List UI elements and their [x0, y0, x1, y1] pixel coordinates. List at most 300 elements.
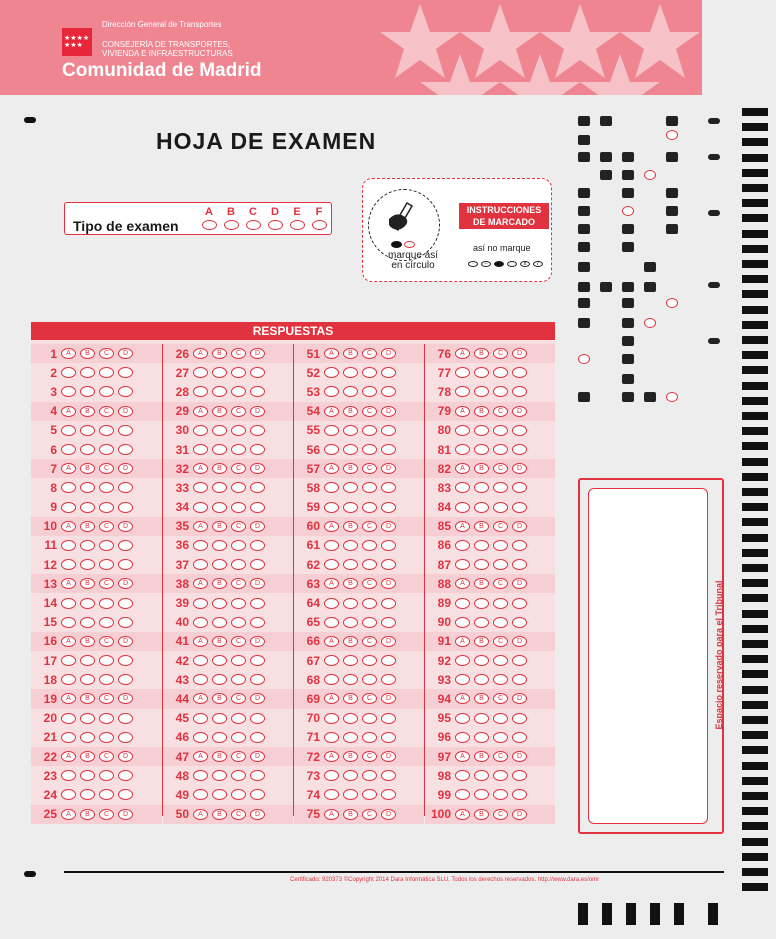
answer-bubble-b[interactable] — [343, 789, 358, 800]
answer-bubble-b[interactable]: B — [212, 578, 227, 589]
answer-bubble-c[interactable]: C — [99, 348, 114, 359]
answer-bubble-d[interactable]: D — [512, 751, 527, 762]
answer-bubble-a[interactable] — [61, 617, 76, 628]
code-bubble[interactable] — [666, 298, 678, 308]
answer-bubble-b[interactable]: B — [212, 406, 227, 417]
code-bubble[interactable] — [622, 206, 634, 216]
answer-bubble-d[interactable] — [118, 425, 133, 436]
answer-bubble-a[interactable] — [61, 425, 76, 436]
answer-bubble-a[interactable] — [61, 598, 76, 609]
answer-bubble-b[interactable] — [343, 617, 358, 628]
answer-bubble-d[interactable]: D — [381, 636, 396, 647]
answer-bubble-b[interactable]: B — [80, 521, 95, 532]
answer-bubble-b[interactable] — [343, 655, 358, 666]
answer-bubble-d[interactable] — [118, 386, 133, 397]
answer-bubble-a[interactable] — [61, 482, 76, 493]
answer-bubble-c[interactable]: C — [231, 751, 246, 762]
answer-bubble-a[interactable]: A — [324, 406, 339, 417]
answer-bubble-a[interactable] — [61, 444, 76, 455]
answer-bubble-d[interactable]: D — [250, 751, 265, 762]
answer-bubble-c[interactable]: C — [99, 463, 114, 474]
answer-bubble-d[interactable] — [118, 674, 133, 685]
answer-bubble-c[interactable] — [493, 713, 508, 724]
answer-bubble-c[interactable] — [493, 425, 508, 436]
answer-bubble-b[interactable] — [212, 674, 227, 685]
answer-bubble-b[interactable] — [343, 482, 358, 493]
answer-bubble-d[interactable]: D — [381, 578, 396, 589]
answer-bubble-c[interactable]: C — [99, 521, 114, 532]
answer-bubble-a[interactable] — [324, 386, 339, 397]
answer-bubble-a[interactable] — [193, 674, 208, 685]
answer-bubble-c[interactable] — [99, 559, 114, 570]
answer-bubble-d[interactable] — [512, 655, 527, 666]
answer-bubble-c[interactable]: C — [362, 578, 377, 589]
answer-bubble-d[interactable] — [250, 559, 265, 570]
answer-bubble-c[interactable] — [362, 540, 377, 551]
answer-bubble-d[interactable] — [381, 502, 396, 513]
answer-bubble-b[interactable] — [80, 386, 95, 397]
answer-bubble-d[interactable]: D — [118, 406, 133, 417]
answer-bubble-b[interactable]: B — [80, 693, 95, 704]
answer-bubble-b[interactable] — [212, 789, 227, 800]
answer-bubble-b[interactable] — [474, 732, 489, 743]
answer-bubble-d[interactable] — [512, 540, 527, 551]
answer-bubble-c[interactable] — [231, 482, 246, 493]
answer-bubble-b[interactable] — [212, 482, 227, 493]
answer-bubble-d[interactable] — [381, 598, 396, 609]
answer-bubble-a[interactable] — [455, 598, 470, 609]
answer-bubble-a[interactable] — [324, 482, 339, 493]
answer-bubble-a[interactable]: A — [193, 406, 208, 417]
answer-bubble-b[interactable] — [474, 655, 489, 666]
answer-bubble-d[interactable]: D — [512, 578, 527, 589]
answer-bubble-c[interactable]: C — [231, 521, 246, 532]
answer-bubble-c[interactable] — [362, 502, 377, 513]
answer-bubble-d[interactable]: D — [512, 348, 527, 359]
answer-bubble-b[interactable]: B — [212, 809, 227, 820]
answer-bubble-a[interactable]: A — [193, 348, 208, 359]
answer-bubble-a[interactable]: A — [324, 521, 339, 532]
answer-bubble-b[interactable] — [80, 713, 95, 724]
answer-bubble-a[interactable] — [61, 732, 76, 743]
answer-bubble-a[interactable] — [324, 770, 339, 781]
answer-bubble-a[interactable]: A — [324, 751, 339, 762]
answer-bubble-c[interactable] — [493, 540, 508, 551]
answer-bubble-a[interactable] — [455, 617, 470, 628]
answer-bubble-b[interactable] — [343, 444, 358, 455]
answer-bubble-a[interactable] — [324, 425, 339, 436]
answer-bubble-b[interactable]: B — [343, 636, 358, 647]
answer-bubble-c[interactable] — [493, 770, 508, 781]
answer-bubble-c[interactable]: C — [231, 406, 246, 417]
answer-bubble-d[interactable]: D — [118, 636, 133, 647]
answer-bubble-c[interactable] — [493, 559, 508, 570]
answer-bubble-b[interactable] — [212, 502, 227, 513]
answer-bubble-c[interactable]: C — [362, 693, 377, 704]
answer-bubble-c[interactable]: C — [362, 406, 377, 417]
answer-bubble-b[interactable]: B — [212, 751, 227, 762]
answer-bubble-d[interactable]: D — [118, 348, 133, 359]
answer-bubble-c[interactable] — [231, 502, 246, 513]
answer-bubble-a[interactable]: A — [61, 521, 76, 532]
answer-bubble-a[interactable]: A — [324, 348, 339, 359]
answer-bubble-a[interactable]: A — [193, 693, 208, 704]
answer-bubble-d[interactable] — [250, 713, 265, 724]
answer-bubble-d[interactable]: D — [118, 521, 133, 532]
answer-bubble-d[interactable]: D — [512, 521, 527, 532]
answer-bubble-d[interactable] — [512, 674, 527, 685]
answer-bubble-c[interactable] — [362, 655, 377, 666]
answer-bubble-c[interactable]: C — [99, 693, 114, 704]
answer-bubble-c[interactable] — [231, 770, 246, 781]
answer-bubble-c[interactable]: C — [99, 578, 114, 589]
answer-bubble-b[interactable] — [80, 674, 95, 685]
answer-bubble-a[interactable] — [193, 444, 208, 455]
answer-bubble-d[interactable]: D — [381, 751, 396, 762]
answer-bubble-d[interactable] — [381, 444, 396, 455]
answer-bubble-b[interactable]: B — [474, 463, 489, 474]
answer-bubble-b[interactable] — [474, 598, 489, 609]
answer-bubble-d[interactable] — [250, 540, 265, 551]
answer-bubble-b[interactable]: B — [474, 348, 489, 359]
answer-bubble-a[interactable]: A — [61, 463, 76, 474]
answer-bubble-b[interactable] — [474, 482, 489, 493]
answer-bubble-a[interactable] — [324, 789, 339, 800]
answer-bubble-b[interactable] — [80, 559, 95, 570]
answer-bubble-a[interactable] — [193, 367, 208, 378]
answer-bubble-a[interactable] — [324, 502, 339, 513]
answer-bubble-d[interactable] — [118, 559, 133, 570]
answer-bubble-b[interactable] — [212, 598, 227, 609]
answer-bubble-c[interactable] — [231, 713, 246, 724]
answer-bubble-d[interactable]: D — [118, 751, 133, 762]
answer-bubble-a[interactable] — [455, 732, 470, 743]
answer-bubble-b[interactable]: B — [343, 463, 358, 474]
answer-bubble-d[interactable] — [381, 482, 396, 493]
answer-bubble-b[interactable] — [80, 789, 95, 800]
answer-bubble-b[interactable]: B — [80, 809, 95, 820]
answer-bubble-b[interactable]: B — [343, 348, 358, 359]
answer-bubble-b[interactable] — [343, 713, 358, 724]
answer-bubble-b[interactable]: B — [80, 406, 95, 417]
answer-bubble-b[interactable] — [212, 540, 227, 551]
answer-bubble-b[interactable] — [474, 770, 489, 781]
code-bubble[interactable] — [644, 318, 656, 328]
answer-bubble-c[interactable] — [99, 617, 114, 628]
answer-bubble-c[interactable] — [231, 425, 246, 436]
answer-bubble-a[interactable]: A — [455, 693, 470, 704]
answer-bubble-c[interactable] — [231, 732, 246, 743]
answer-bubble-d[interactable] — [118, 770, 133, 781]
answer-bubble-c[interactable]: C — [493, 693, 508, 704]
answer-bubble-b[interactable]: B — [343, 693, 358, 704]
answer-bubble-d[interactable]: D — [512, 809, 527, 820]
answer-bubble-c[interactable]: C — [99, 636, 114, 647]
answer-bubble-a[interactable] — [193, 425, 208, 436]
tipo-option-bubble[interactable] — [290, 220, 305, 230]
answer-bubble-b[interactable]: B — [343, 406, 358, 417]
answer-bubble-d[interactable]: D — [250, 809, 265, 820]
answer-bubble-b[interactable] — [474, 386, 489, 397]
answer-bubble-c[interactable] — [231, 559, 246, 570]
answer-bubble-d[interactable] — [381, 559, 396, 570]
answer-bubble-b[interactable]: B — [212, 521, 227, 532]
answer-bubble-b[interactable]: B — [212, 693, 227, 704]
answer-bubble-a[interactable]: A — [455, 578, 470, 589]
answer-bubble-c[interactable] — [362, 598, 377, 609]
answer-bubble-c[interactable] — [362, 444, 377, 455]
answer-bubble-b[interactable] — [212, 655, 227, 666]
answer-bubble-d[interactable]: D — [381, 406, 396, 417]
answer-bubble-d[interactable] — [118, 367, 133, 378]
answer-bubble-d[interactable] — [512, 482, 527, 493]
answer-bubble-b[interactable] — [80, 367, 95, 378]
answer-bubble-c[interactable] — [99, 789, 114, 800]
answer-bubble-d[interactable] — [118, 655, 133, 666]
answer-bubble-d[interactable] — [512, 559, 527, 570]
answer-bubble-b[interactable] — [80, 598, 95, 609]
answer-bubble-c[interactable] — [362, 770, 377, 781]
answer-bubble-a[interactable] — [455, 425, 470, 436]
answer-bubble-d[interactable] — [512, 789, 527, 800]
answer-bubble-d[interactable] — [381, 713, 396, 724]
answer-bubble-d[interactable] — [512, 425, 527, 436]
answer-bubble-a[interactable]: A — [455, 521, 470, 532]
answer-bubble-a[interactable] — [61, 367, 76, 378]
answer-bubble-a[interactable] — [324, 598, 339, 609]
answer-bubble-b[interactable] — [474, 444, 489, 455]
answer-bubble-a[interactable] — [455, 655, 470, 666]
answer-bubble-a[interactable] — [193, 732, 208, 743]
answer-bubble-d[interactable] — [512, 770, 527, 781]
answer-bubble-c[interactable] — [99, 386, 114, 397]
answer-bubble-b[interactable] — [343, 367, 358, 378]
answer-bubble-c[interactable] — [231, 367, 246, 378]
answer-bubble-c[interactable]: C — [493, 348, 508, 359]
answer-bubble-b[interactable]: B — [212, 463, 227, 474]
answer-bubble-c[interactable] — [493, 732, 508, 743]
answer-bubble-c[interactable] — [362, 559, 377, 570]
answer-bubble-a[interactable] — [61, 540, 76, 551]
answer-bubble-c[interactable] — [99, 732, 114, 743]
code-bubble[interactable] — [644, 170, 656, 180]
answer-bubble-c[interactable] — [362, 617, 377, 628]
answer-bubble-a[interactable]: A — [193, 463, 208, 474]
answer-bubble-a[interactable]: A — [61, 406, 76, 417]
answer-bubble-c[interactable] — [99, 713, 114, 724]
answer-bubble-c[interactable] — [493, 674, 508, 685]
answer-bubble-a[interactable] — [61, 386, 76, 397]
answer-bubble-d[interactable]: D — [118, 809, 133, 820]
answer-bubble-b[interactable] — [80, 732, 95, 743]
answer-bubble-b[interactable] — [474, 540, 489, 551]
answer-bubble-b[interactable] — [474, 789, 489, 800]
answer-bubble-d[interactable] — [381, 770, 396, 781]
answer-bubble-c[interactable]: C — [231, 636, 246, 647]
answer-bubble-a[interactable]: A — [193, 809, 208, 820]
answer-bubble-a[interactable] — [193, 540, 208, 551]
tipo-option-bubble[interactable] — [246, 220, 261, 230]
answer-bubble-b[interactable] — [80, 502, 95, 513]
answer-bubble-b[interactable] — [474, 367, 489, 378]
answer-bubble-d[interactable] — [250, 617, 265, 628]
answer-bubble-b[interactable] — [80, 425, 95, 436]
answer-bubble-a[interactable]: A — [193, 578, 208, 589]
answer-bubble-d[interactable]: D — [512, 463, 527, 474]
answer-bubble-d[interactable] — [118, 732, 133, 743]
answer-bubble-a[interactable]: A — [455, 636, 470, 647]
answer-bubble-c[interactable] — [362, 367, 377, 378]
answer-bubble-c[interactable] — [99, 425, 114, 436]
answer-bubble-d[interactable]: D — [381, 463, 396, 474]
answer-bubble-a[interactable]: A — [61, 348, 76, 359]
answer-bubble-c[interactable] — [231, 674, 246, 685]
answer-bubble-d[interactable] — [381, 674, 396, 685]
answer-bubble-a[interactable]: A — [193, 636, 208, 647]
answer-bubble-a[interactable] — [455, 367, 470, 378]
answer-bubble-c[interactable]: C — [231, 693, 246, 704]
answer-bubble-a[interactable] — [324, 713, 339, 724]
answer-bubble-a[interactable] — [324, 444, 339, 455]
answer-bubble-d[interactable] — [512, 502, 527, 513]
answer-bubble-c[interactable] — [362, 386, 377, 397]
answer-bubble-d[interactable] — [381, 732, 396, 743]
answer-bubble-b[interactable] — [212, 367, 227, 378]
answer-bubble-c[interactable]: C — [231, 578, 246, 589]
answer-bubble-a[interactable] — [193, 770, 208, 781]
answer-bubble-d[interactable] — [512, 367, 527, 378]
answer-bubble-a[interactable]: A — [61, 578, 76, 589]
answer-bubble-b[interactable] — [474, 425, 489, 436]
answer-bubble-a[interactable]: A — [455, 406, 470, 417]
answer-bubble-c[interactable] — [362, 732, 377, 743]
answer-bubble-d[interactable] — [381, 367, 396, 378]
answer-bubble-d[interactable]: D — [250, 348, 265, 359]
answer-bubble-a[interactable] — [324, 617, 339, 628]
answer-bubble-d[interactable] — [118, 540, 133, 551]
answer-bubble-a[interactable]: A — [61, 751, 76, 762]
answer-bubble-a[interactable]: A — [455, 809, 470, 820]
answer-bubble-c[interactable] — [493, 598, 508, 609]
answer-bubble-d[interactable]: D — [250, 463, 265, 474]
answer-bubble-d[interactable] — [381, 617, 396, 628]
answer-bubble-a[interactable] — [455, 502, 470, 513]
answer-bubble-d[interactable] — [250, 367, 265, 378]
answer-bubble-b[interactable] — [80, 655, 95, 666]
tipo-option-bubble[interactable] — [268, 220, 283, 230]
answer-bubble-c[interactable] — [493, 655, 508, 666]
answer-bubble-a[interactable] — [193, 502, 208, 513]
answer-bubble-b[interactable] — [212, 770, 227, 781]
answer-bubble-d[interactable] — [250, 789, 265, 800]
answer-bubble-b[interactable] — [212, 444, 227, 455]
answer-bubble-a[interactable]: A — [61, 809, 76, 820]
answer-bubble-c[interactable] — [99, 770, 114, 781]
answer-bubble-b[interactable]: B — [474, 636, 489, 647]
code-bubble[interactable] — [666, 130, 678, 140]
answer-bubble-a[interactable] — [324, 559, 339, 570]
answer-bubble-d[interactable] — [381, 386, 396, 397]
answer-bubble-a[interactable]: A — [61, 636, 76, 647]
answer-bubble-b[interactable]: B — [212, 636, 227, 647]
answer-bubble-c[interactable] — [493, 789, 508, 800]
answer-bubble-b[interactable]: B — [80, 348, 95, 359]
answer-bubble-c[interactable] — [99, 598, 114, 609]
answer-bubble-c[interactable] — [493, 502, 508, 513]
answer-bubble-c[interactable] — [231, 789, 246, 800]
answer-bubble-a[interactable] — [193, 655, 208, 666]
answer-bubble-b[interactable] — [343, 540, 358, 551]
answer-bubble-d[interactable] — [250, 770, 265, 781]
answer-bubble-d[interactable]: D — [118, 463, 133, 474]
answer-bubble-c[interactable] — [493, 367, 508, 378]
answer-bubble-a[interactable] — [455, 770, 470, 781]
answer-bubble-b[interactable] — [212, 713, 227, 724]
answer-bubble-a[interactable] — [61, 502, 76, 513]
answer-bubble-b[interactable]: B — [212, 348, 227, 359]
answer-bubble-c[interactable] — [362, 674, 377, 685]
answer-bubble-d[interactable]: D — [512, 406, 527, 417]
answer-bubble-c[interactable] — [362, 425, 377, 436]
answer-bubble-d[interactable] — [381, 789, 396, 800]
answer-bubble-b[interactable] — [212, 559, 227, 570]
answer-bubble-c[interactable]: C — [362, 809, 377, 820]
answer-bubble-a[interactable] — [193, 482, 208, 493]
answer-bubble-b[interactable]: B — [474, 521, 489, 532]
answer-bubble-b[interactable]: B — [343, 578, 358, 589]
answer-bubble-b[interactable] — [80, 444, 95, 455]
answer-bubble-a[interactable] — [324, 655, 339, 666]
answer-bubble-b[interactable]: B — [343, 809, 358, 820]
answer-bubble-a[interactable] — [61, 789, 76, 800]
answer-bubble-a[interactable] — [193, 789, 208, 800]
answer-bubble-a[interactable] — [324, 732, 339, 743]
answer-bubble-c[interactable] — [362, 789, 377, 800]
answer-bubble-c[interactable]: C — [362, 636, 377, 647]
answer-bubble-b[interactable] — [474, 559, 489, 570]
answer-bubble-a[interactable] — [61, 713, 76, 724]
answer-bubble-c[interactable] — [99, 367, 114, 378]
answer-bubble-a[interactable] — [193, 598, 208, 609]
answer-bubble-b[interactable] — [343, 770, 358, 781]
answer-bubble-b[interactable]: B — [474, 578, 489, 589]
answer-bubble-a[interactable]: A — [324, 809, 339, 820]
answer-bubble-d[interactable]: D — [250, 636, 265, 647]
answer-bubble-b[interactable] — [343, 502, 358, 513]
answer-bubble-c[interactable]: C — [231, 348, 246, 359]
answer-bubble-c[interactable]: C — [362, 751, 377, 762]
answer-bubble-c[interactable]: C — [231, 463, 246, 474]
answer-bubble-d[interactable] — [381, 655, 396, 666]
answer-bubble-d[interactable] — [381, 425, 396, 436]
answer-bubble-c[interactable] — [362, 482, 377, 493]
answer-bubble-c[interactable] — [99, 674, 114, 685]
answer-bubble-b[interactable]: B — [80, 636, 95, 647]
answer-bubble-c[interactable]: C — [362, 348, 377, 359]
answer-bubble-b[interactable] — [80, 617, 95, 628]
answer-bubble-c[interactable] — [231, 386, 246, 397]
answer-bubble-a[interactable] — [324, 674, 339, 685]
answer-bubble-d[interactable] — [512, 386, 527, 397]
answer-bubble-d[interactable] — [250, 444, 265, 455]
answer-bubble-a[interactable] — [455, 482, 470, 493]
tribunal-reserved-area[interactable] — [588, 488, 708, 824]
answer-bubble-a[interactable]: A — [324, 578, 339, 589]
answer-bubble-b[interactable] — [343, 386, 358, 397]
answer-bubble-d[interactable] — [250, 655, 265, 666]
answer-bubble-b[interactable] — [343, 732, 358, 743]
answer-bubble-b[interactable] — [343, 598, 358, 609]
